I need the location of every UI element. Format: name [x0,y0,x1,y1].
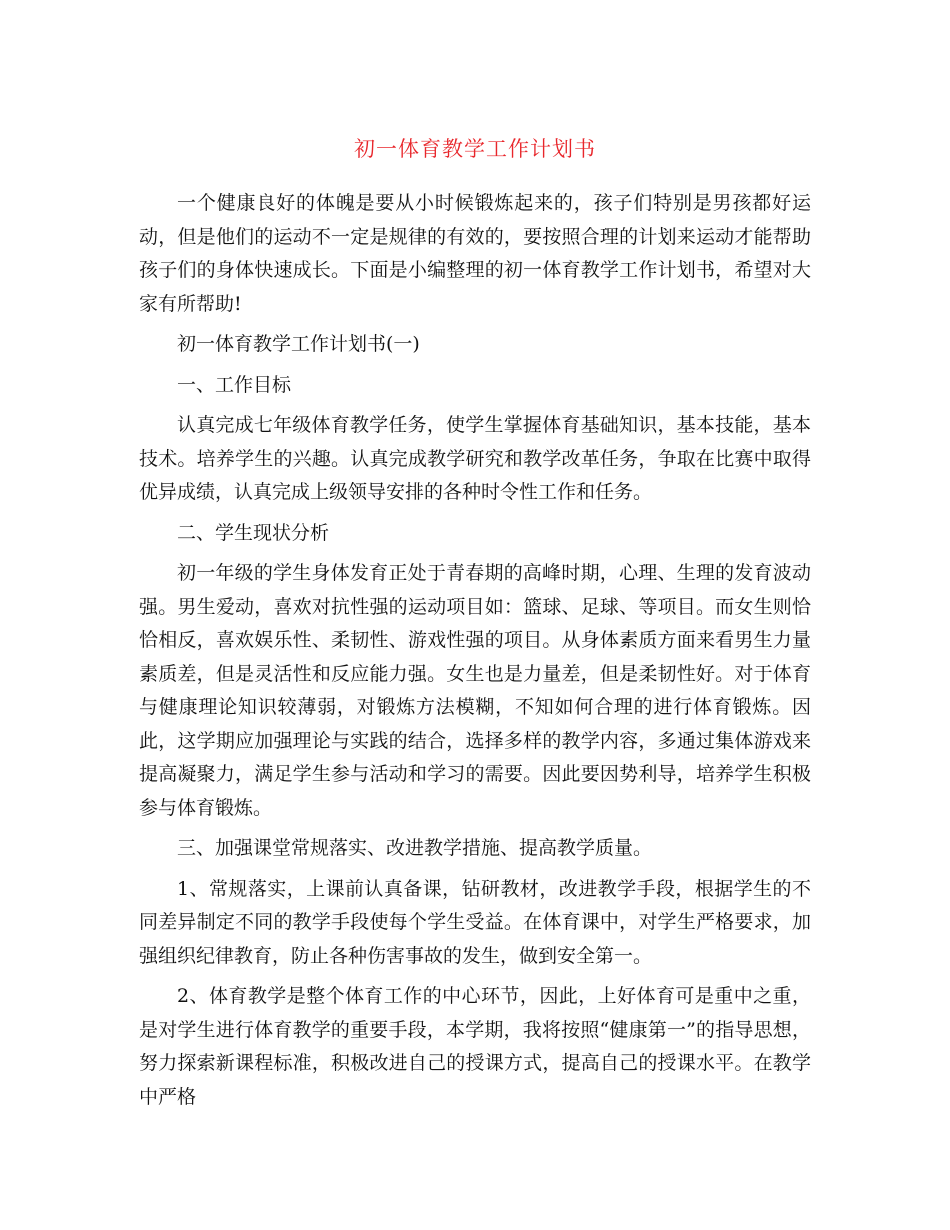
paragraph-item-2: 2、体育教学是整个体育工作的中心环节，因此，上好体育可是重中之重，是对学生进行体育教学的重要手段，本学期，我将按照“健康第一”的指导思想，努力探索新课程标准，积极改进自己的授课方式，提高自己的授课水平。在教学中严格 [139,985,811,1108]
intro-paragraph: 一个健康良好的体魄是要从小时候锻炼起来的，孩子们特别是男孩都好运动，但是他们的运动不一定是规律的有效的，要按照合理的计划来运动才能帮助孩子们的身体快速成长。下面是小编整理的初一体育教学工作计划书，希望对大家有所帮助! [139,192,811,315]
paragraph-work-goals: 认真完成七年级体育教学任务，使学生掌握体育基础知识，基本技能，基本技术。培养学生的兴趣。认真完成教学研究和教学改革任务，争取在比赛中取得优异成绩，认真完成上级领导安排的各种时令性工作和任务。 [139,414,811,503]
paragraph-student-analysis: 初一年级的学生身体发育正处于青春期的高峰时期，心理、生理的发育波动强。男生爱动，喜欢对抗性强的运动项目如：篮球、足球、等项目。而女生则恰恰相反，喜欢娱乐性、柔韧性、游戏性强的项目。从身体素质方面来看男生力量素质差，但是灵活性和反应能力强。女生也是力量差，但是柔韧性好。对于体育与健康理论知识较薄弱，对锻炼方法模糊，不知如何合理的进行体育锻炼。因此，这学期应加强理论与实践的结合，选择多样的教学内容，多通过集体游戏来提高凝聚力，满足学生参与活动和学习的需要。因此要因势利导，培养学生积极参与体育锻炼。 [139,562,811,819]
paragraph-item-1: 1、常规落实，上课前认真备课，钻研教材，改进教学手段，根据学生的不同差异制定不同的教学手段使每个学生受益。在体育课中，对学生严格要求，加强组织纪律教育，防止各种伤害事故的发生，做到安全第一。 [139,877,811,967]
section-heading: 初一体育教学工作计划书(一) [177,333,420,355]
document-body [139,187,811,1121]
subheading-work-goals: 一、工作目标 [177,373,292,396]
subheading-classroom-routine: 三、加强课堂常规落实、改进教学措施、提高教学质量。 [177,837,653,859]
document-title: 初一体育教学工作计划书 [354,137,596,161]
subheading-student-analysis: 二、学生现状分析 [177,521,330,544]
